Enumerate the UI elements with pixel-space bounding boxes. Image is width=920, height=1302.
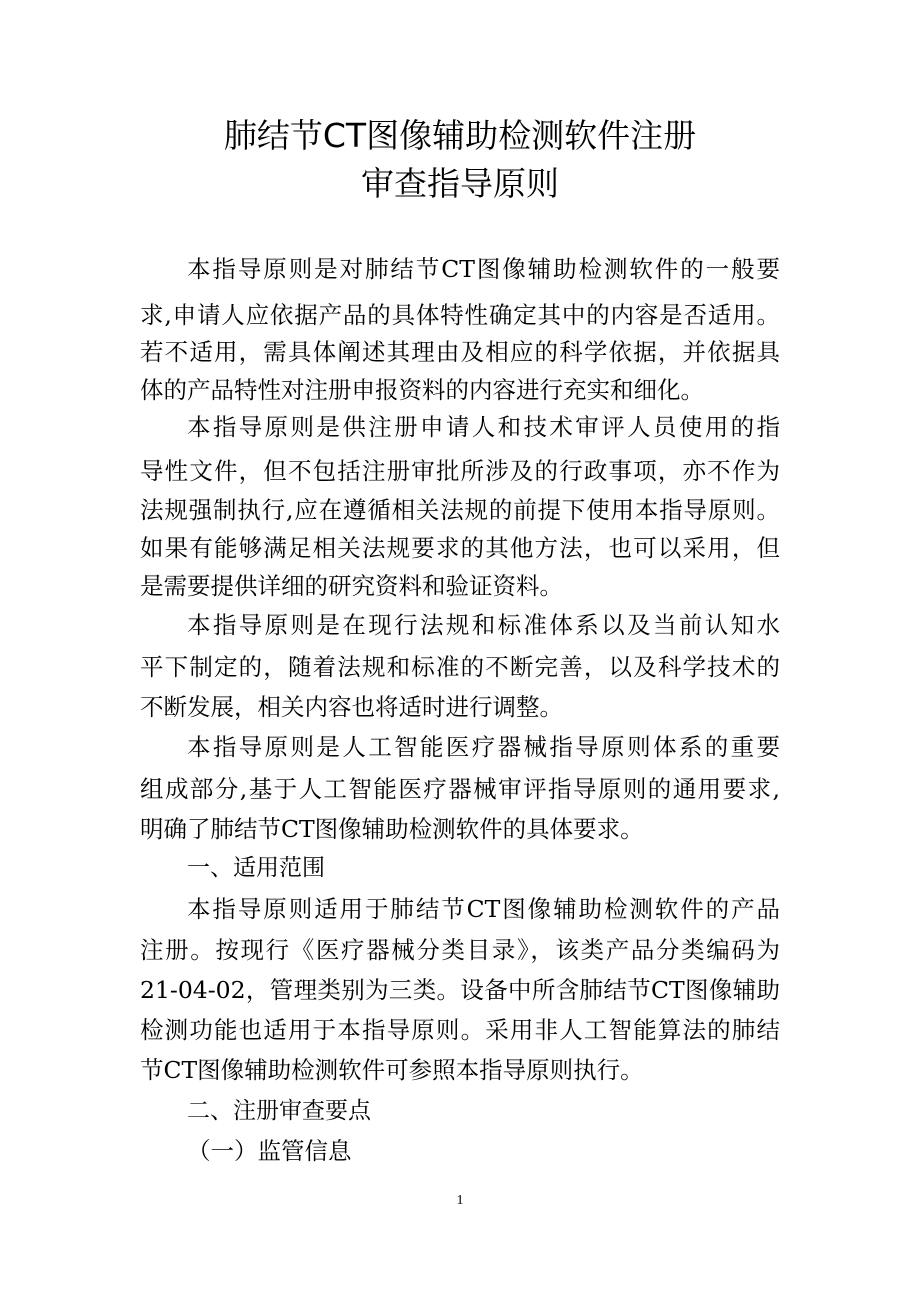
paragraph-5-line-1: 本指导原则适用于肺结节CT图像辅助检测软件的产品 xyxy=(187,895,780,923)
document-title-line-1: 肺结节CT图像辅助检测软件注册 xyxy=(223,116,697,155)
paragraph-5-line-4: 检测功能也适用于本指导原则。采用非人工智能算法的肺结 xyxy=(140,1016,780,1044)
paragraph-2-line-4: 如果有能够满足相关法规要求的其他方法，也可以采用，但 xyxy=(140,534,780,562)
page-number: 1 xyxy=(456,1193,464,1208)
paragraph-1-line-3: 若不适用，需具体阐述其理由及相应的科学依据，并依据具 xyxy=(140,338,780,366)
paragraph-2-line-2: 导性文件，但不包括注册审批所涉及的行政事项，亦不作为 xyxy=(140,457,780,485)
subsection-heading-regulatory-info: （一）监管信息 xyxy=(187,1137,352,1165)
paragraph-2-line-5: 是需要提供详细的研究资料和验证资料。 xyxy=(140,572,563,600)
paragraph-4-line-1: 本指导原则是人工智能医疗器械指导原则体系的重要 xyxy=(187,733,780,761)
paragraph-1-line-2: 求,申请人应依据产品的具体特性确定其中的内容是否适用。 xyxy=(140,301,780,329)
paragraph-5-line-5: 节CT图像辅助检测软件可参照本指导原则执行。 xyxy=(140,1056,644,1084)
paragraph-2-line-3: 法规强制执行,应在遵循相关法规的前提下使用本指导原则。 xyxy=(140,496,780,524)
paragraph-1-line-1: 本指导原则是对肺结节CT图像辅助检测软件的一般要 xyxy=(187,255,780,283)
paragraph-5-line-3: 21-04-02，管理类别为三类。设备中所含肺结节CT图像辅助 xyxy=(140,976,780,1004)
section-heading-review-points: 二、注册审查要点 xyxy=(187,1098,371,1124)
paragraph-5-line-2: 注册。按现行《医疗器械分类目录》，该类产品分类编码为 xyxy=(140,936,780,964)
section-heading-scope: 一、适用范围 xyxy=(187,855,325,881)
paragraph-2-line-1: 本指导原则是供注册申请人和技术审评人员使用的指 xyxy=(187,413,780,441)
paragraph-3-line-1: 本指导原则是在现行法规和标准体系以及当前认知水 xyxy=(187,611,780,639)
paragraph-4-line-3: 明确了肺结节CT图像辅助检测软件的具体要求。 xyxy=(140,815,644,843)
paragraph-1-line-4: 体的产品特性对注册申报资料的内容进行充实和细化。 xyxy=(140,376,704,404)
paragraph-3-line-2: 平下制定的，随着法规和标准的不断完善，以及科学技术的 xyxy=(140,653,780,681)
paragraph-3-line-3: 不断发展，相关内容也将适时进行调整。 xyxy=(140,693,563,721)
paragraph-4-line-2: 组成部分,基于人工智能医疗器械审评指导原则的通用要求, xyxy=(140,775,780,803)
document-title-line-2: 审查指导原则 xyxy=(361,164,559,203)
